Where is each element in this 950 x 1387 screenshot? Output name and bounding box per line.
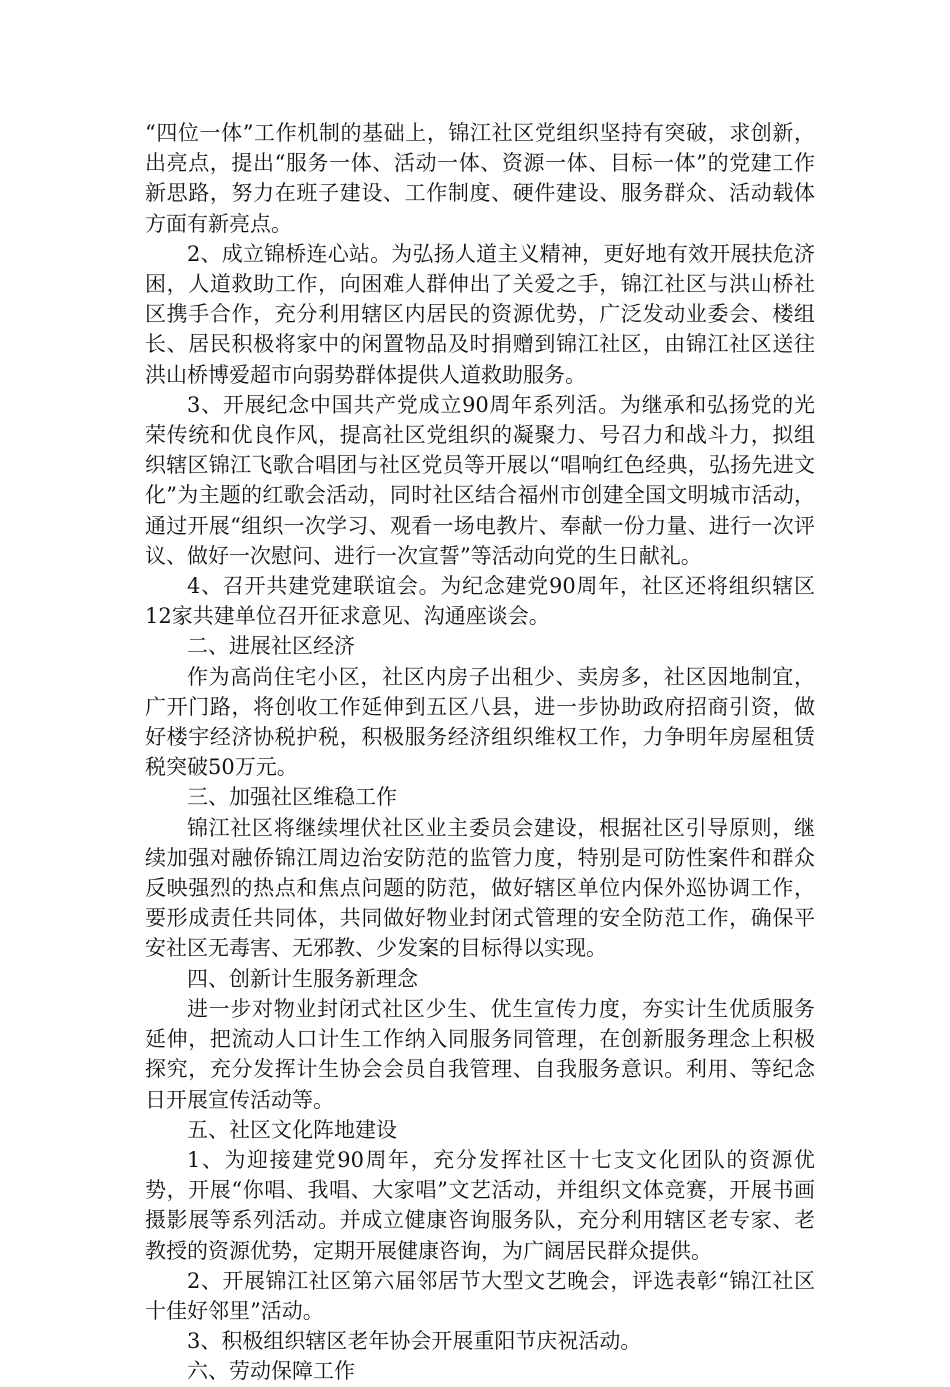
section-heading-stability: 三、加强社区维稳工作 xyxy=(187,785,397,810)
paragraph-family-planning: 进一步对物业封闭式社区少生、优生宣传力度，夯实计生优质服务延伸，把流动人口计生工作纳入同服务同管理，在创新服务理念上积极探究，充分发挥计生协会会员自我管理、自我服务意识。利用、等纪念日开展宣传活动等。 xyxy=(145,996,815,1112)
paragraph-stability: 锦江社区将继续埋伏社区业主委员会建设，根据社区引导原则，继续加强对融侨锦江周边治安防范的监管力度，特别是可防性案件和群众反映强烈的热点和焦点问题的防范，做好辖区单位内保外巡协调工作，要形成责任共同体，共同做好物业封闭式管理的安全防范工作，确保平安社区无毒害、无邪教、少发案的目标得以实现。 xyxy=(145,815,815,961)
paragraph-2: 2、成立锦桥连心站。为弘扬人道主义精神，更好地有效开展扶危济困，人道救助工作，向困难人群伸出了关爱之手，锦江社区与洪山桥社区携手合作，充分利用辖区内居民的资源优势，广泛发动业委会、楼组长、居民积极将家中的闲置物品及时捐赠到锦江社区，由锦江社区送往洪山桥博爱超市向弱势群体提供人道救助服务。 xyxy=(145,241,815,387)
paragraph-culture-3: 3、积极组织辖区老年协会开展重阳节庆祝活动。 xyxy=(187,1329,642,1354)
paragraph-culture-2: 2、开展锦江社区第六届邻居节大型文艺晚会，评选表彰“锦江社区十佳好邻里”活动。 xyxy=(145,1268,815,1323)
document-body xyxy=(145,118,815,1387)
paragraph-4: 4、召开共建党建联谊会。为纪念建党90周年，社区还将组织辖区12家共建单位召开征求意见、沟通座谈会。 xyxy=(145,574,815,629)
paragraph-culture-1: 1、为迎接建党90周年，充分发挥社区十七支文化团队的资源优势，开展“你唱、我唱、大家唱”文艺活动，并组织文体竞赛，开展书画摄影展等系列活动。并成立健康咨询服务队，充分利用辖区老专家、老教授的资源优势，定期开展健康咨询，为广阔居民群众提供。 xyxy=(145,1147,815,1263)
paragraph-economy: 作为高尚住宅小区，社区内房子出租少、卖房多，社区因地制宜，广开门路，将创收工作延伸到五区八县，进一步协助政府招商引资，做好楼宇经济协税护税，积极服务经济组织维权工作，力争明年房屋租赁税突破50万元。 xyxy=(145,664,815,780)
paragraph-3: 3、开展纪念中国共产党成立90周年系列活。为继承和弘扬党的光荣传统和优良作风，提高社区党组织的凝聚力、号召力和战斗力，拟组织辖区锦江飞歌合唱团与社区党员等开展以“唱响红色经典，弘扬先进文化”为主题的红歌会活动，同时社区结合福州市创建全国文明城市活动，通过开展“组织一次学习、观看一场电教片、奉献一份力量、进行一次评议、做好一次慰问、进行一次宣誓”等活动向党的生日献礼。 xyxy=(145,392,815,568)
paragraph-1: “四位一体”工作机制的基础上，锦江社区党组织坚持有突破，求创新，出亮点，提出“服务一体、活动一体、资源一体、目标一体”的党建工作新思路，努力在班子建设、工作制度、硬件建设、服务群众、活动载体方面有新亮点。 xyxy=(145,121,815,236)
section-heading-labor: 六、劳动保障工作 xyxy=(187,1359,355,1384)
section-heading-culture: 五、社区文化阵地建设 xyxy=(187,1117,397,1142)
section-heading-economy: 二、进展社区经济 xyxy=(187,634,355,659)
section-heading-family-planning: 四、创新计生服务新理念 xyxy=(187,966,418,991)
